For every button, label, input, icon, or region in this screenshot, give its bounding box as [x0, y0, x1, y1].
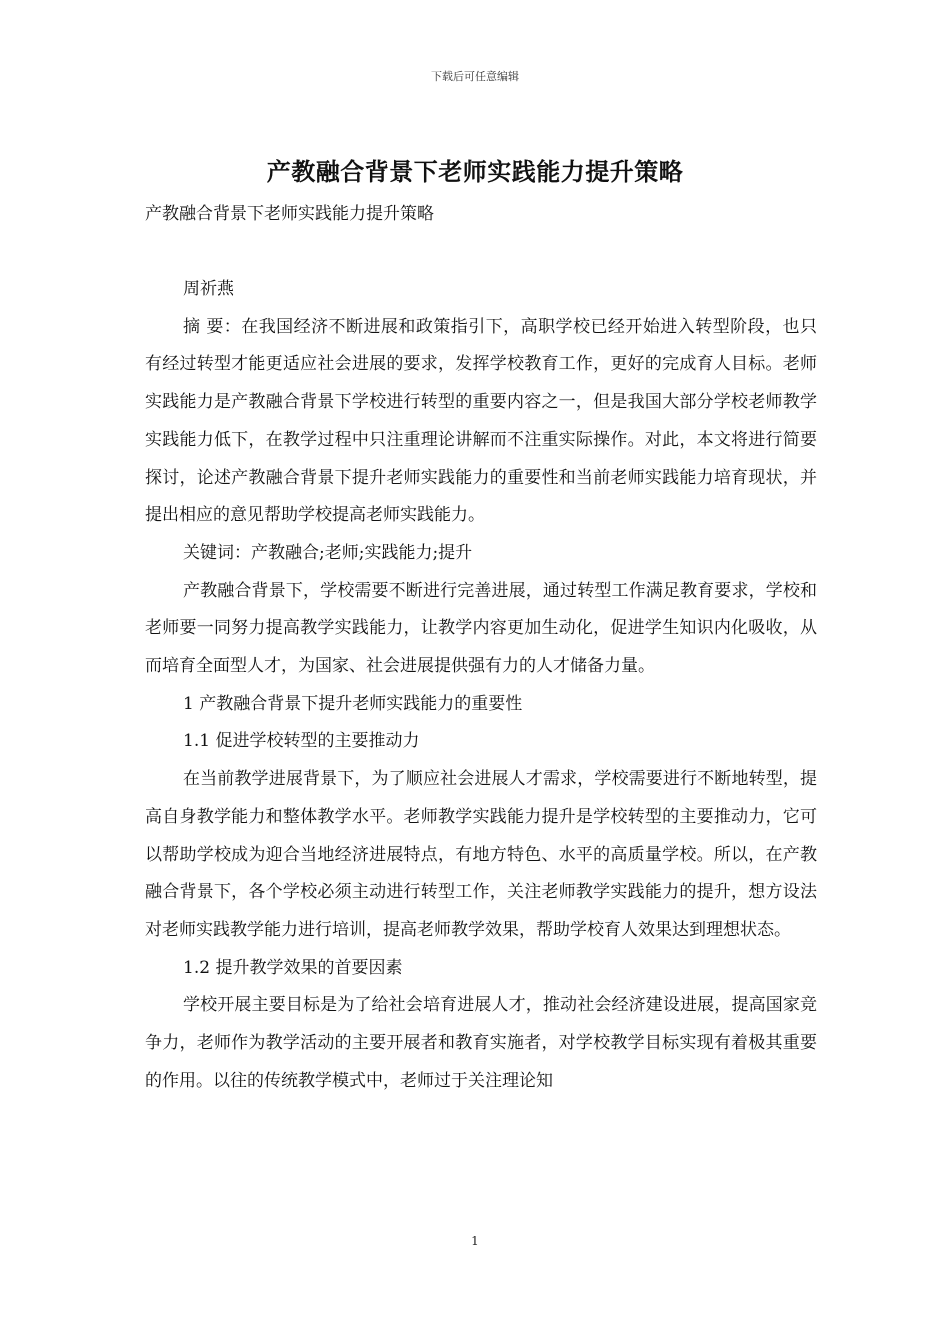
abstract-paragraph: 摘 要：在我国经济不断进展和政策指引下，高职学校已经开始进入转型阶段，也只有经过转型才能更适应社会进展的要求，发挥学校教育工作，更好的完成育人目标。老师实践能力是产教融合背景下学校进行转型的重要内容之一，但是我国大部分学校老师教学实践能力低下，在教学过程中只注重理论讲解而不注重实际操作。对此，本文将进行简要探讨，论述产教融合背景下提升老师实践能力的重要性和当前老师实践能力培育现状，并提出相应的意见帮助学校提高老师实践能力。: [145, 316, 817, 526]
section-1-2-heading: 1.2 提升教学效果的首要因素: [183, 957, 403, 978]
intro-paragraph: 产教融合背景下，学校需要不断进行完善进展，通过转型工作满足教育要求，学校和老师要一同努力提高教学实践能力，让教学内容更加生动化，促进学生知识内化吸收，从而培育全面型人才，为国家、社会进展提供强有力的人才储备力量。: [145, 580, 817, 677]
keywords-line: 关键词：产教融合;老师;实践能力;提升: [183, 542, 473, 563]
document-title: 产教融合背景下老师实践能力提升策略: [266, 158, 684, 186]
blank-line: [145, 233, 817, 271]
section-1-2-paragraph: 学校开展主要目标是为了给社会培育进展人才，推动社会经济建设进展，提高国家竞争力，老师作为教学活动的主要开展者和教育实施者，对学校教学目标实现有着极其重要的作用。以往的传统教学模式中，老师过于关注理论知: [145, 995, 817, 1091]
section-1-1-heading: 1.1 促进学校转型的主要推动力: [183, 731, 420, 752]
document-body: [145, 195, 817, 1100]
page-number: 1: [471, 1234, 479, 1248]
document-subtitle: 产教融合背景下老师实践能力提升策略: [145, 204, 434, 224]
section-1-1-paragraph: 在当前教学进展背景下，为了顺应社会进展人才需求，学校需要进行不断地转型，提高自身教学能力和整体教学水平。老师教学实践能力提升是学校转型的主要推动力，它可以帮助学校成为迎合当地经济进展特点，有地方特色、水平的高质量学校。所以，在产教融合背景下，各个学校必须主动进行转型工作，关注老师教学实践能力的提升，想方设法对老师实践教学能力进行培训，提高老师教学效果，帮助学校育人效果达到理想状态。: [145, 769, 817, 940]
author-name: 周祈燕: [183, 279, 234, 299]
section-1-heading: 1 产教融合背景下提升老师实践能力的重要性: [183, 693, 523, 714]
header-note: 下载后可任意编辑: [431, 70, 519, 83]
